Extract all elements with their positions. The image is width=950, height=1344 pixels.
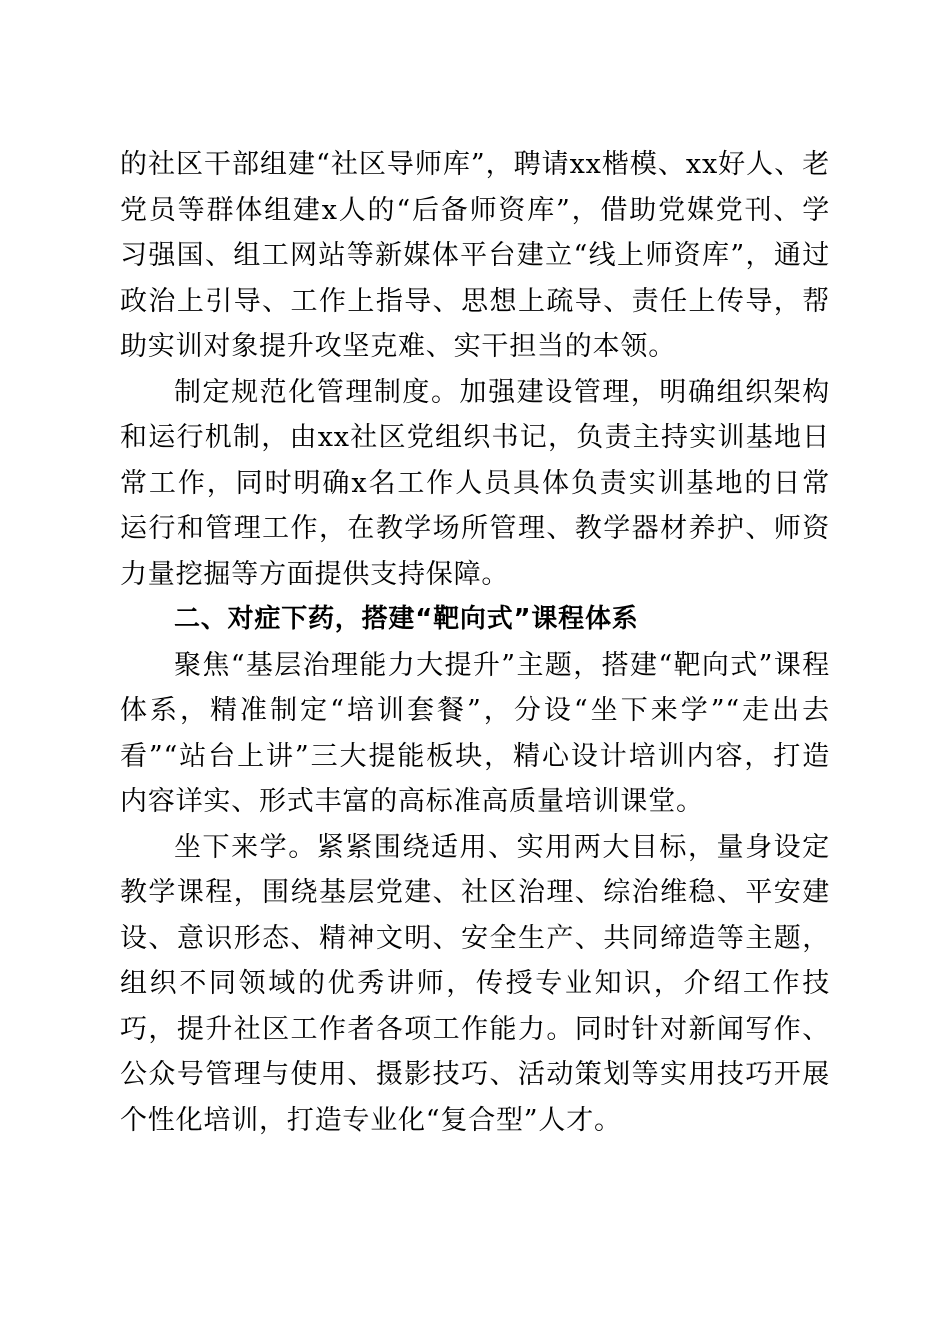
paragraph-course-system: 聚焦“基层治理能力大提升”主题，搭建“靶向式”课程体系，精准制定“培训套餐”，分设“坐下来学”“走出去看”“站台上讲”三大提能板块，精心设计培训内容，打造内容详实、形式丰富的高标准高质量培训课堂。 <box>120 649 830 817</box>
paragraph-continued: 的社区干部组建“社区导师库”，聘请xx楷模、xx好人、老党员等群体组建x人的“后备师资库”，借助党媒党刊、学习强国、组工网站等新媒体平台建立“线上师资库”，通过政治上引导、工作上指导、思想上疏导、责任上传导，帮助实训对象提升攻坚克难、实干担当的本领。 <box>120 149 830 362</box>
document-body <box>120 142 830 1143</box>
paragraph-sit-down-learning: 坐下来学。紧紧围绕适用、实用两大目标，量身设定教学课程，围绕基层党建、社区治理、综治维稳、平安建设、意识形态、精神文明、安全生产、共同缔造等主题，组织不同领域的优秀讲师，传授专业知识，介绍工作技巧，提升社区工作者各项工作能力。同时针对新闻写作、公众号管理与使用、摄影技巧、活动策划等实用技巧开展个性化培训，打造专业化“复合型”人才。 <box>120 831 830 1136</box>
section-heading: 二、对症下药，搭建“靶向式”课程体系 <box>174 604 639 634</box>
paragraph-management-system: 制定规范化管理制度。加强建设管理，明确组织架构和运行机制，由xx社区党组织书记，负责主持实训基地日常工作，同时明确x名工作人员具体负责实训基地的日常运行和管理工作，在教学场所管理、教学器材养护、师资力量挖掘等方面提供支持保障。 <box>120 376 830 590</box>
